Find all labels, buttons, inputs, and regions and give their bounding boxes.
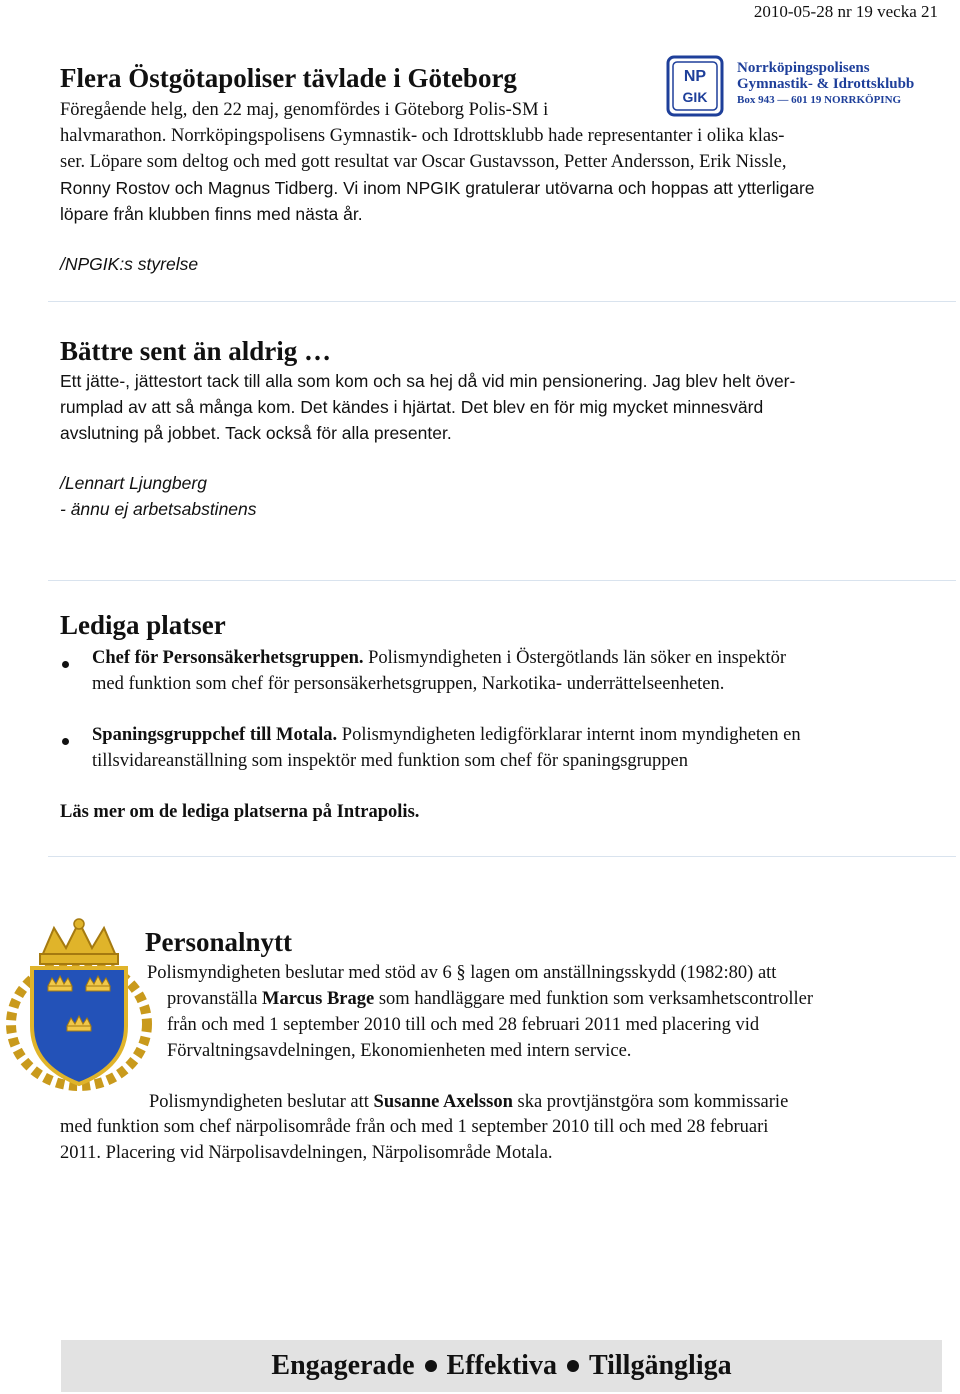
article-title-personalnytt: Personalnytt (145, 927, 292, 957)
text-line: provanställa (167, 989, 263, 1009)
article2-signature-note: - ännu ej arbetsabstinens (60, 499, 257, 519)
bullet-icon (62, 738, 69, 745)
section-divider (48, 856, 956, 857)
text-line: Föregående helg, den 22 maj, genomfördes i Göteborg Polis-SM i (60, 100, 549, 120)
job-title[interactable]: Spaningsgruppchef till Motala. (92, 725, 338, 745)
job-title[interactable]: Chef för Personsäkerhetsgruppen. (92, 648, 364, 668)
intrapolis-link[interactable]: Läs mer om de lediga platserna på Intrapolis. (60, 802, 420, 822)
svg-text:GIK: GIK (682, 89, 708, 105)
bullet-icon (567, 1360, 579, 1372)
article1-body (60, 97, 787, 175)
logo-line2: Gymnastik- & Idrottsklubb (737, 76, 915, 92)
text-line: ska provtjänstgöra som kommissarie (512, 1092, 789, 1112)
article-title-lediga-platser: Lediga platser (60, 610, 226, 640)
text-line: löpare från klubben finns med nästa år. (60, 204, 363, 224)
text-line: Vi inom NPGIK gratulerar utövarna och hoppas att ytterligare (338, 178, 815, 198)
text-line: Ett jätte-, jättestort tack till alla som kom och sa hej då vid min pensionering. Jag blev helt över- (60, 371, 796, 391)
police-crest-icon (4, 916, 154, 1091)
person-name: Susanne Axelsson (373, 1092, 513, 1112)
text-line: med funktion som chef närpolisområde från och med 1 september 2010 till och med 28 februari (60, 1117, 769, 1137)
article1-signature: /NPGIK:s styrelse (60, 254, 199, 274)
personalnytt-p1-first: Polismyndigheten beslutar med stöd av 6 § lagen om anställningsskydd (1982:80) att (147, 963, 777, 983)
slogan-word: Tillgängliga (588, 1350, 732, 1381)
bullet-icon (425, 1360, 437, 1372)
police-emblem (4, 916, 154, 1091)
text-line: från och med 1 september 2010 till och med 28 februari 2011 med placering vid (167, 1015, 760, 1035)
svg-text:NP: NP (683, 68, 707, 85)
job-listing (92, 645, 786, 697)
person-name: Marcus Brage (262, 989, 375, 1009)
article-title-goteborg: Flera Östgötapoliser tävlade i Göteborg (60, 63, 517, 93)
personalnytt-p2-first (149, 1089, 788, 1115)
text-line: halvmarathon. Norrköpingspolisens Gymnastik- och Idrottsklubb hade representanter i olika klas- (60, 126, 785, 146)
personalnytt-p1-rest (167, 986, 813, 1064)
section-divider (48, 301, 956, 302)
personalnytt-p2-rest (60, 1114, 768, 1166)
section-divider (48, 580, 956, 581)
article-title-battre-sent: Bättre sent än aldrig … (60, 336, 331, 366)
logo-line1: Norrköpingspolisens (737, 60, 870, 76)
text-line: Ronny Rostov och Magnus Tidberg. (60, 178, 339, 198)
footer-slogan (61, 1340, 942, 1392)
article1-body-sans (60, 175, 815, 277)
text-line: med funktion som chef för personsäkerhetsgruppen, Narkotika- underrättelseenheten. (92, 674, 725, 694)
slogan-word: Engagerade (271, 1350, 415, 1381)
text-line: som handläggare med funktion som verksamhetscontroller (374, 989, 813, 1009)
text-line: Förvaltningsavdelningen, Ekonomienheten med intern service. (167, 1041, 632, 1061)
issue-date: 2010-05-28 nr 19 vecka 21 (753, 2, 938, 21)
text-line: ser. Löpare som deltog och med gott resultat var Oscar Gustavsson, Petter Andersson, Erik Nissle, (60, 152, 787, 172)
article2-body (60, 368, 795, 522)
text-line: tillsvidareanställning som inspektör med funktion som chef för spaningsgruppen (92, 751, 689, 771)
slogan-word: Effektiva (446, 1350, 557, 1381)
text-line: 2011. Placering vid Närpolisavdelningen, Närpolisområde Motala. (60, 1143, 553, 1163)
job-listing (92, 722, 801, 774)
article2-signature: /Lennart Ljungberg (60, 473, 207, 493)
text-line: Polismyndigheten ledigförklarar internt inom myndigheten en (337, 725, 801, 745)
text-line: Polismyndigheten beslutar att (149, 1092, 374, 1112)
text-line: rumplad av att så många kom. Det kändes i hjärtat. Det blev en för mig mycket minnesvärd (60, 397, 764, 417)
bullet-icon (62, 661, 69, 668)
text-line: Polismyndigheten i Östergötlands län söker en inspektör (363, 648, 787, 668)
text-line: avslutning på jobbet. Tack också för alla presenter. (60, 423, 452, 443)
logo-line3: Box 943 — 601 19 NORRKÖPING (737, 94, 902, 106)
